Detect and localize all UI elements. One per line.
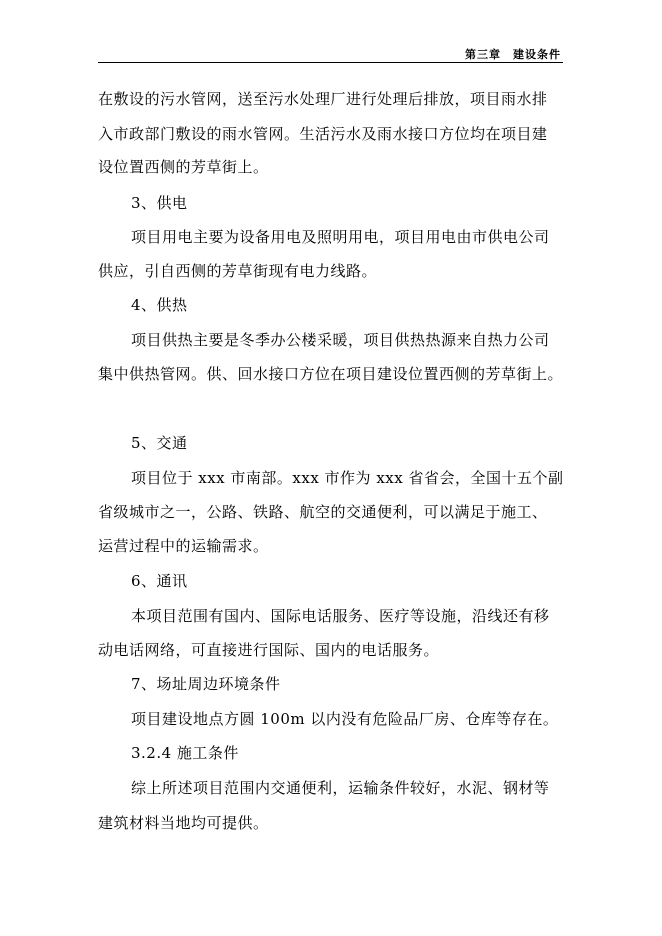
paragraph-line: 动电话网络，可直接进行国际、国内的电话服务。 [98,641,440,659]
paragraph-line: 在敷设的污水管网，送至污水处理厂进行处理后排放，项目雨水排 [98,90,548,108]
paragraph-line: 运营过程中的运输需求。 [98,537,269,555]
section-heading: 5、交通 [131,434,188,452]
chapter-title: 第三章 建设条件 [465,48,561,61]
page-header [98,44,563,63]
paragraph-line: 省级城市之一，公路、铁路、航空的交通便利，可以满足于施工、 [98,503,548,521]
paragraph-line: 项目建设地点方圆 100m 以内没有危险品厂房、仓库等存在。 [131,710,559,728]
paragraph-line: 综上所述项目范围内交通便利，运输条件较好，水泥、钢材等 [131,779,550,797]
paragraph-line: 集中供热管网。供、回水接口方位在项目建设位置西侧的芳草街上。 [98,365,564,383]
paragraph-line: 入市政部门敷设的雨水管网。生活污水及雨水接口方位均在项目建 [98,125,548,143]
paragraph-line: 项目位于 xxx 市南部。xxx 市作为 xxx 省省会，全国十五个副 [131,469,564,487]
paragraph-line: 供应，引自西侧的芳草街现有电力线路。 [98,262,378,280]
section-heading: 3.2.4 施工条件 [131,744,239,762]
paragraph-line: 建筑材料当地均可提供。 [98,814,269,832]
section-heading: 6、通讯 [131,572,188,590]
paragraph-line: 设位置西侧的芳草街上。 [98,158,269,176]
section-heading: 7、场址周边环境条件 [131,675,281,693]
section-heading: 3、供电 [131,194,188,212]
paragraph-line: 项目用电主要为设备用电及照明用电，项目用电由市供电公司 [131,228,550,246]
section-heading: 4、供热 [131,296,188,314]
paragraph-line: 本项目范围有国内、国际电话服务、医疗等设施，沿线还有移 [131,607,550,625]
paragraph-line: 项目供热主要是冬季办公楼采暖，项目供热热源来自热力公司 [131,331,550,349]
